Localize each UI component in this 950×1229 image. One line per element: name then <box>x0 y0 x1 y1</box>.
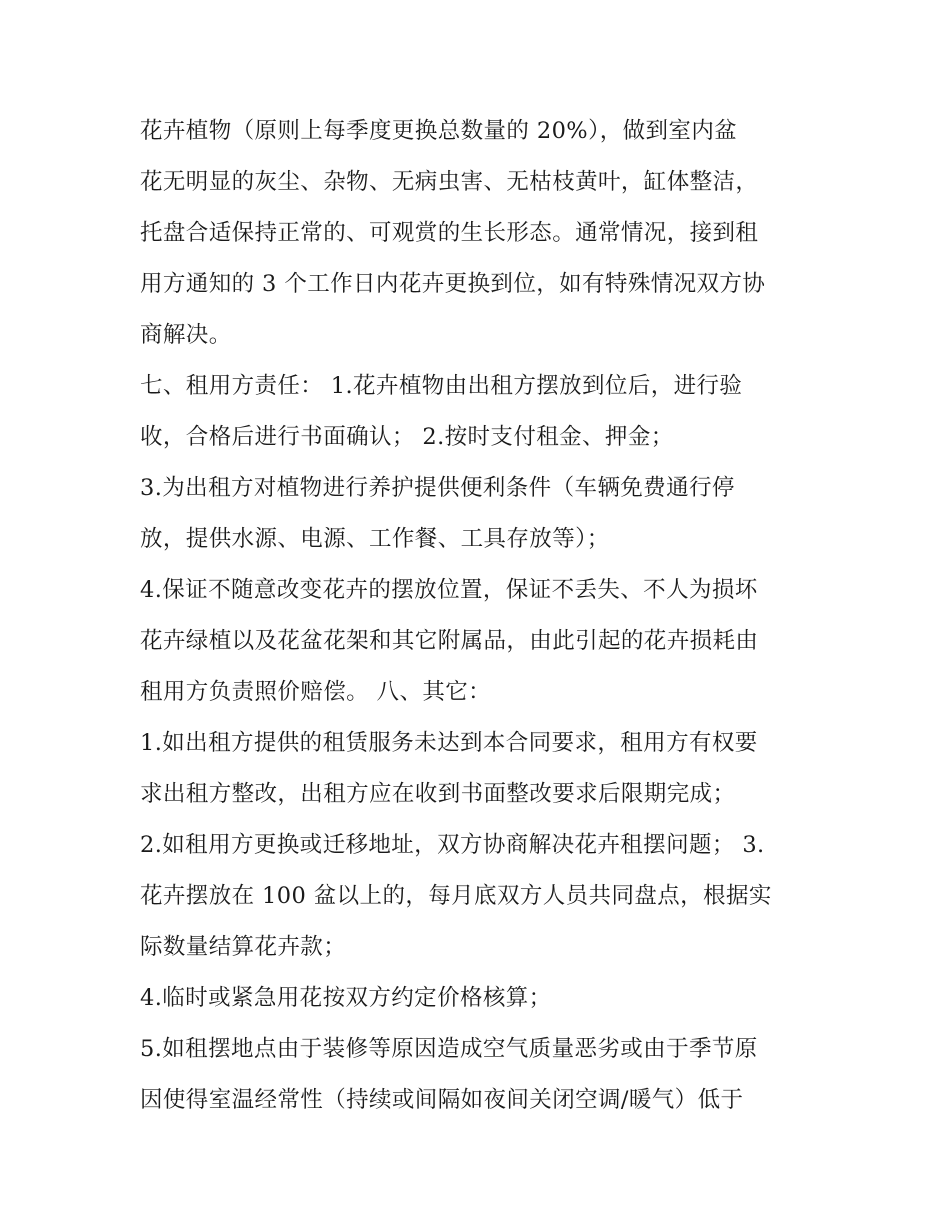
text-line: 花卉植物（原则上每季度更换总数量的 20%），做到室内盆 <box>140 118 738 144</box>
text-line: 4.临时或紧急用花按双方约定价格核算； <box>140 985 552 1011</box>
text-line: 4.保证不随意改变花卉的摆放位置，保证不丢失、不人为损坏 <box>140 577 758 603</box>
text-line: 2.如租用方更换或迁移地址，双方协商解决花卉租摆问题； 3. <box>140 832 765 858</box>
text-line: 花卉摆放在 100 盆以上的，每月底双方人员共同盘点，根据实 <box>140 883 772 909</box>
section-heading-line: 租用方负责照价赔偿。 八、其它： <box>140 679 492 705</box>
text-line: 求出租方整改，出租方应在收到书面整改要求后限期完成； <box>140 781 736 807</box>
text-line: 收，合格后进行书面确认； 2.按时支付租金、押金； <box>140 424 674 450</box>
text-line: 因使得室温经常性（持续或间隔如夜间关闭空调/暖气）低于 <box>140 1087 744 1113</box>
text-line: 花卉绿植以及花盆花架和其它附属品，由此引起的花卉损耗由 <box>140 628 759 654</box>
text-line: 际数量结算花卉款； <box>140 934 347 960</box>
text-line: 1.如出租方提供的租赁服务未达到本合同要求，租用方有权要 <box>140 730 758 756</box>
document-body <box>140 106 830 1126</box>
text-line: 用方通知的 3 个工作日内花卉更换到位，如有特殊情况双方协 <box>140 271 766 297</box>
text-line: 5.如租摆地点由于装修等原因造成空气质量恶劣或由于季节原 <box>140 1036 758 1062</box>
text-line: 3.为出租方对植物进行养护提供便利条件（车辆免费通行停 <box>140 475 735 501</box>
section-heading-line: 七、租用方责任： 1.花卉植物由出租方摆放到位后，进行验 <box>140 373 743 399</box>
text-line: 托盘合适保持正常的、可观赏的生长形态。通常情况，接到租 <box>140 220 759 246</box>
text-line: 商解决。 <box>140 322 232 348</box>
text-line: 放，提供水源、电源、工作餐、工具存放等）； <box>140 526 610 552</box>
text-line: 花无明显的灰尘、杂物、无病虫害、无枯枝黄叶，缸体整洁， <box>140 169 759 195</box>
